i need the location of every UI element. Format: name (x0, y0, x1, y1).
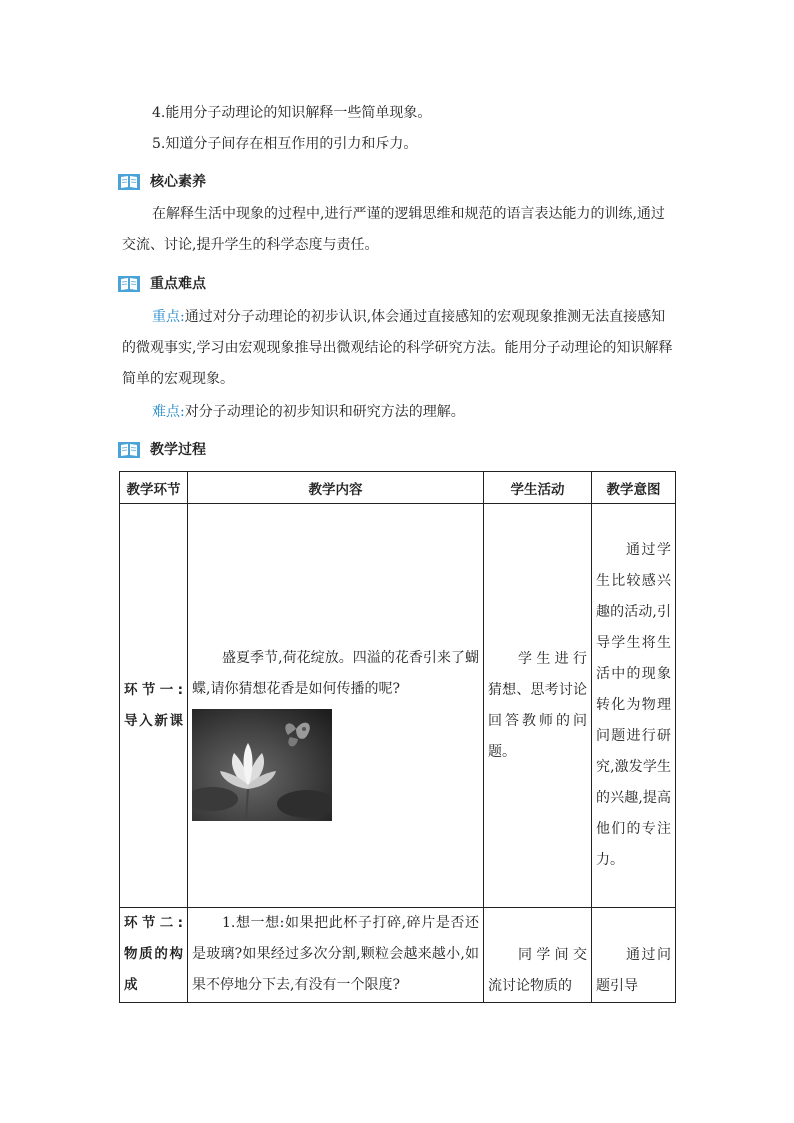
activity-cell (484, 908, 592, 1003)
key-text: 通过对分子动理论的初步认识,体会通过直接感知的宏观现象推测无法直接感知的微观事实,学习由宏观现象推导出微观结论的科学研究方法。能用分子动理论的知识解释简单的宏观现象。 (122, 309, 673, 387)
activity-cell (484, 504, 592, 908)
open-book-icon (118, 172, 140, 190)
difficulty-point (122, 397, 678, 428)
intent-cell (592, 908, 676, 1003)
heading-process (118, 438, 206, 460)
lotus-butterfly-photo (192, 709, 332, 821)
objective-5: 5.知道分子间存在相互作用的引力和斥力。 (152, 136, 418, 152)
heading-core (118, 170, 206, 192)
header-intent: 教学意图 (592, 472, 676, 504)
key-point (122, 302, 678, 395)
intent-cell (592, 504, 676, 908)
activity-text: 学生进行猜想、思考讨论回答教师的问题。 (488, 650, 587, 760)
header-content: 教学内容 (188, 472, 484, 504)
stage-label: 环节一:导入新课 (124, 681, 183, 729)
heading-key-difficulty (118, 272, 206, 294)
difficulty-label: 难点: (152, 404, 185, 420)
intent-text: 通过问题引导 (596, 947, 671, 994)
table-row (120, 908, 676, 1003)
stage-cell (120, 504, 188, 908)
key-label: 重点: (152, 309, 185, 325)
content-cell (188, 908, 484, 1003)
activity-text: 同学间交流讨论物质的 (488, 947, 587, 994)
header-activity: 学生活动 (484, 472, 592, 504)
content-text: 1.想一想:如果把此杯子打碎,碎片是否还是玻璃?如果经过多次分割,颗粒会越来越小,如果不停地分下去,有没有一个限度? (192, 915, 479, 993)
open-book-icon (118, 274, 140, 292)
content-text: 盛夏季节,荷花绽放。四溢的花香引来了蝴蝶,请你猜想花香是如何传播的呢? (192, 649, 479, 697)
open-book-icon (118, 440, 140, 458)
intent-text: 通过学生比较感兴趣的活动,引导学生将生活中的现象转化为物理问题进行研究,激发学生的兴趣,提高他们的专注力。 (596, 542, 671, 868)
stage-label: 环节二:物质的构成 (124, 915, 183, 993)
core-body: 在解释生活中现象的过程中,进行严谨的逻辑思维和规范的语言表达能力的训练,通过交流、讨论,提升学生的科学态度与责任。 (122, 206, 665, 253)
difficulty-text: 对分子动理论的初步知识和研究方法的理解。 (184, 404, 465, 420)
header-stage: 教学环节 (120, 472, 188, 504)
content-cell (188, 504, 484, 908)
heading-core-text: 核心素养 (150, 174, 206, 190)
heading-key-difficulty-text: 重点难点 (150, 276, 206, 292)
table-row (120, 504, 676, 908)
lesson-table (119, 471, 676, 1003)
objective-4: 4.能用分子动理论的知识解释一些简单现象。 (152, 105, 432, 121)
table-header-row (120, 472, 676, 504)
heading-process-text: 教学过程 (150, 442, 206, 458)
stage-cell (120, 908, 188, 1003)
